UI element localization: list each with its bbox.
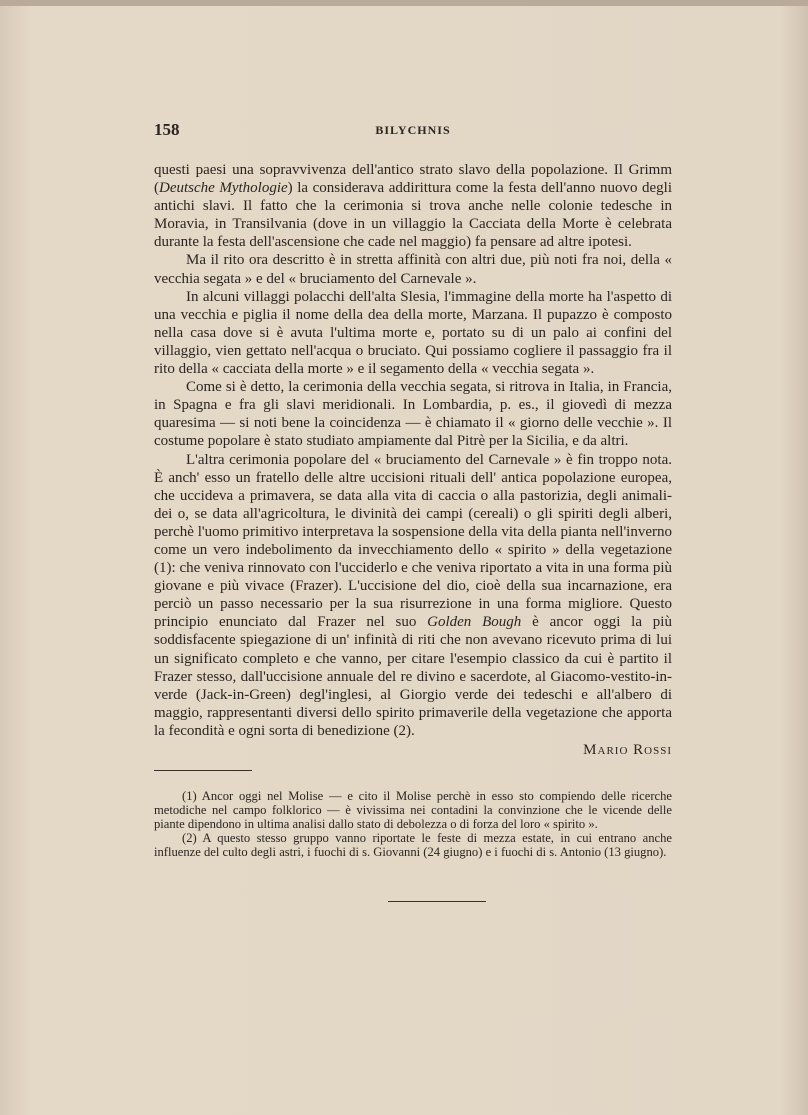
page-top-edge bbox=[0, 0, 808, 6]
paragraph-1-text-b: ) la considerava addirittura come la festa dell'anno nuovo degli antichi slavi. Il fatto che la cerimonia si trova anche nelle colonie tedesche in Moravia, in Transilvania (dove in un villaggio la Cacciata della Morte è celebrata durante la festa dell'ascensione che cade nel maggio) fa pensare ad altre ipotesi. bbox=[154, 180, 672, 251]
paragraph-2: Ma il rito ora descritto è in stretta affinità con altri due, più noti fra noi, della « vecchia segata » e del « bruciamento del Carnevale ». bbox=[154, 252, 672, 287]
end-rule bbox=[388, 901, 486, 902]
page-header bbox=[154, 120, 672, 142]
footnotes bbox=[154, 789, 672, 859]
footnote-1: (1) Ancor oggi nel Molise — e cito il Molise perchè in esso sto compiendo delle ricerche metodiche nel campo folklorico — è vivissima nei contadini la convinzione che le vicende delle piante dipendono in ultima analisi dallo stato di debolezza o di forza del loro « spirito ». bbox=[154, 789, 672, 831]
article-body bbox=[154, 161, 672, 759]
paragraph-3: In alcuni villaggi polacchi dell'alta Slesia, l'immagine della morte ha l'aspetto di una vecchia e piglia il nome della dea della morte, Marzana. Il pupazzo è composto nella casa dove si è avuta l'ultima morte e, portato su di un palo ai confini del villaggio, vien gettato nell'acqua o bruciato. Qui possiamo cogliere il passaggio fra il rito della « cacciata della morte » e il segamento della « vecchia segata ». bbox=[154, 288, 672, 378]
paragraph-1-text-a: questi paesi una sopravvivenza dell'antico strato slavo della popolazione. Il Grimm ( bbox=[154, 162, 672, 197]
paragraph-4: Come si è detto, la cerimonia della vecchia segata, si ritrova in Italia, in Francia, in Spagna e fra gli slavi meridionali. In Lombardia, p. es., il giovedì di mezza quaresima — si noti bene la coincidenza — è chiamato il « giorno delle vecchie ». Il costume popolare è stato studiato ampiamente dal Pitrè per la Sicilia, e da altri. bbox=[154, 379, 672, 450]
paragraph-5-italic: Golden Bough bbox=[427, 614, 522, 631]
paragraph-5-text-a: L'altra cerimonia popolare del « bruciamento del Carnevale » è fin troppo nota. È anch' esso un fratello delle altre uccisioni rituali dell' antica popolazione europea, che uccideva a primavera, se data alla vita di caccia o alla pastorizia, degli animali-dei o, se data all'agricoltura, le divinità dei campi (cereali) o gli spiriti degli alberi, perchè l'uomo primitivo interpretava la sospensione della vita della pianta nell'inverno come un vero indebolimento da invecchiamento dello « spirito » della vegetazione (1): che veniva rinnovato con l'ucciderlo e che veniva riportato a vita in una forma più giovane e più vivace (Frazer). L'uccisione del dio, cioè della sua incarnazione, era perciò un passo necessario per la sua risurrezione in una forma migliore. Questo principio enunciato dal Frazer nel suo bbox=[154, 451, 672, 631]
footnote-2: (2) A questo stesso gruppo vanno riportate le feste di mezza estate, in cui entrano anche influenze del culto degli astri, i fuochi di s. Giovanni (24 giugno) e i fuochi di s. Antonio (13 giugno). bbox=[154, 831, 672, 859]
paragraph-5 bbox=[154, 451, 672, 741]
footnote-separator bbox=[154, 770, 252, 771]
page-number: 158 bbox=[154, 120, 180, 139]
author-signature: Mario Rossi bbox=[583, 742, 672, 758]
running-head: BILYCHNIS bbox=[375, 123, 451, 137]
paragraph-5-text-b: è ancor oggi la più soddisfacente spiegazione di un' infinità di riti che non avevano ricevuto prima di lui un significato completo e che vanno, per citare l'esempio classico da cui è partito il Frazer stesso, dall'uccisione annuale del re divino e sacerdote, al Giacomo-vestito-in-verde (Jack-in-Green) degl'inglesi, al Giorgio verde dei tedeschi e all'albero di maggio, rappresentanti diversi dello spirito primaverile della vegetazione che apporta la fecondità e ogni sorta di benedizione (2). bbox=[154, 614, 672, 739]
paragraph-1-italic: Deutsche Mythologie bbox=[159, 180, 288, 197]
paragraph-1 bbox=[154, 161, 672, 251]
